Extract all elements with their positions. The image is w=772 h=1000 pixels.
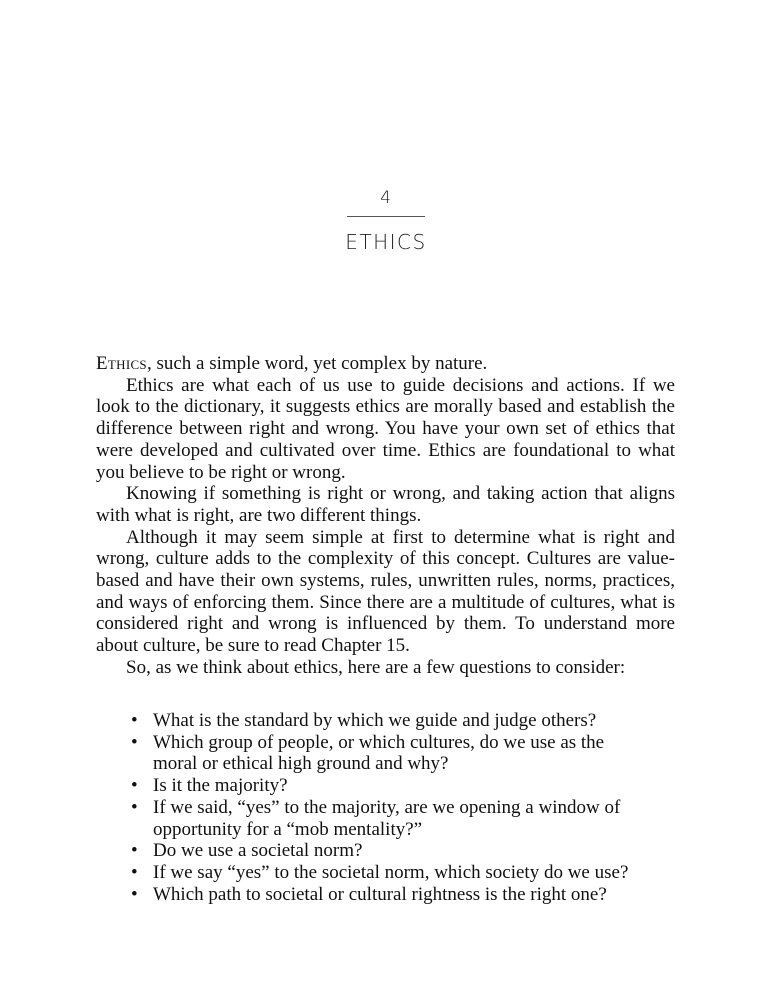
list-item-text: If we said, “yes” to the majority, are we opening a window of opportunity for a “mob mentality?” [153,796,621,840]
opening-lead-word: Ethics [96,353,147,374]
chapter-body [96,353,675,679]
paragraph: Ethics are what each of us use to guide decisions and actions. If we look to the dictionary, it suggests ethics are morally based and establish the difference between right and wrong. You have your own set of ethics that were developed and cultivated over time. Ethics are foundational to what you believe to be right or wrong. [96,374,675,483]
list-item [131,862,651,884]
bullet-icon: • [131,796,138,818]
opening-paragraph [96,353,675,375]
list-item-text: Do we use a societal norm? [153,840,363,862]
chapter-title: ETHICS [345,230,427,254]
list-item [131,797,651,840]
paragraph: Although it may seem simple at first to determine what is right and wrong, culture adds to the complexity of this concept. Cultures are value-based and have their own systems, rules, unwritten rules, norms, practices, and ways of enforcing them. Since there are a multitude of cultures, what is considered right and wrong is influenced by them. To understand more about culture, be sure to read Chapter 15. [96,526,675,657]
paragraph: Knowing if something is right or wrong, and taking action that aligns with what is right, are two different things. [96,483,675,526]
list-item [131,840,651,862]
bullet-icon: • [131,861,138,883]
list-item-text: Which group of people, or which cultures, do we use as the moral or ethical high ground and why? [153,731,605,775]
list-item [131,710,651,732]
bullet-icon: • [131,883,138,905]
opening-rest: , such a simple word, yet complex by nature. [146,353,488,374]
questions-list [131,710,651,905]
bullet-icon: • [131,840,138,862]
bullet-icon: • [131,731,138,753]
list-item-text: What is the standard by which we guide and judge others? [153,710,597,731]
chapter-number: 4 [380,188,392,208]
paragraph: So, as we think about ethics, here are a few questions to consider: [126,656,626,678]
list-item-text: If we say “yes” to the societal norm, which society do we use? [153,861,629,883]
bullet-icon: • [131,775,138,797]
list-item-text: Which path to societal or cultural rightness is the right one? [153,883,607,905]
chapter-heading [0,186,772,256]
list-item [131,732,651,775]
list-item [131,884,651,906]
bullet-icon: • [131,710,138,731]
list-item [131,775,651,797]
list-item-text: Is it the majority? [153,775,288,797]
chapter-divider-rule [347,216,425,217]
